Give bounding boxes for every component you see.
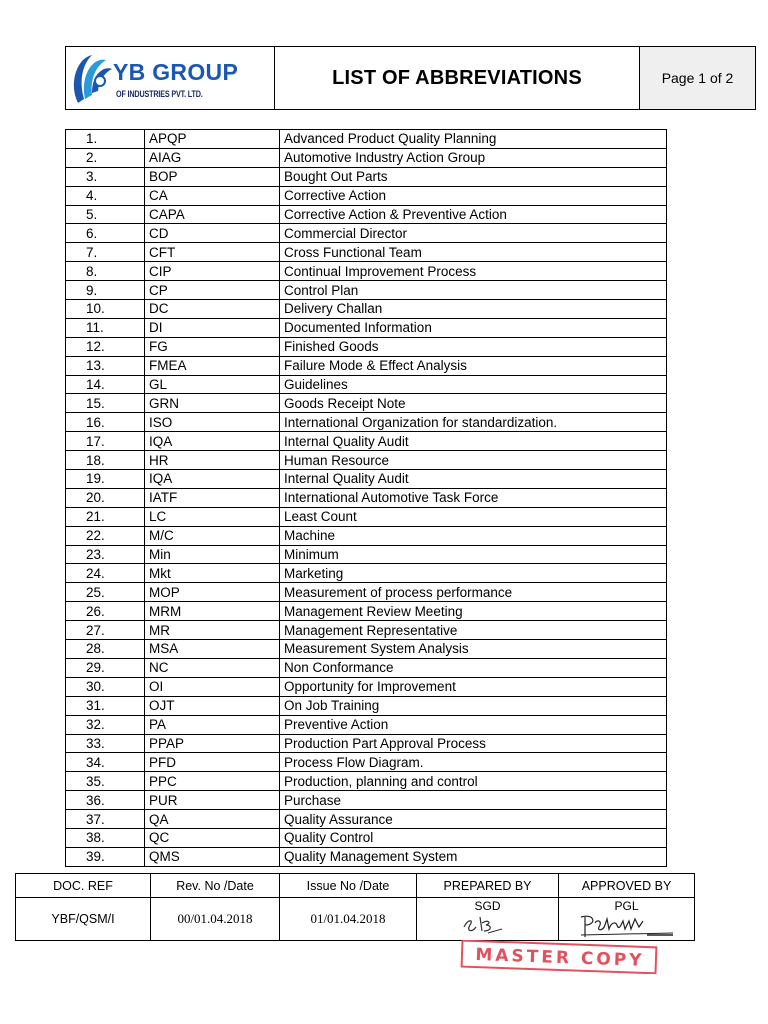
title-cell: [275, 47, 640, 109]
abbreviation-description: Quality Management System: [280, 847, 667, 866]
table-row: [66, 564, 667, 583]
master-copy-stamp: [460, 940, 660, 974]
abbreviation-code: CIP: [145, 262, 280, 281]
row-number: 26.: [66, 602, 145, 621]
abbreviation-description: Bought Out Parts: [280, 167, 667, 186]
abbreviation-description: Human Resource: [280, 451, 667, 470]
abbreviation-code: FMEA: [145, 356, 280, 375]
abbreviation-description: Finished Goods: [280, 337, 667, 356]
row-number: 37.: [66, 810, 145, 829]
row-number: 8.: [66, 262, 145, 281]
rev-no-value: 00/01.04.2018: [151, 898, 280, 941]
row-number: 23.: [66, 545, 145, 564]
abbreviation-description: Delivery Challan: [280, 300, 667, 319]
row-number: 27.: [66, 621, 145, 640]
row-number: 15.: [66, 394, 145, 413]
abbreviation-description: Failure Mode & Effect Analysis: [280, 356, 667, 375]
table-row: [66, 677, 667, 696]
abbreviation-description: Machine: [280, 526, 667, 545]
page-number-cell: [640, 47, 755, 109]
abbreviation-code: Mkt: [145, 564, 280, 583]
stamp-text: MASTER COPY: [475, 945, 645, 971]
table-row: [66, 488, 667, 507]
row-number: 11.: [66, 318, 145, 337]
prepared-by-cell: [417, 898, 559, 941]
abbreviation-description: Control Plan: [280, 281, 667, 300]
abbreviation-description: Commercial Director: [280, 224, 667, 243]
footer-header-row: [16, 874, 695, 898]
abbreviation-code: IQA: [145, 470, 280, 489]
abbreviation-description: Process Flow Diagram.: [280, 753, 667, 772]
row-number: 39.: [66, 847, 145, 866]
logo-cell: [66, 47, 275, 109]
table-row: [66, 583, 667, 602]
table-row: [66, 753, 667, 772]
row-number: 28.: [66, 640, 145, 659]
table-row: [66, 715, 667, 734]
abbreviation-code: PPC: [145, 772, 280, 791]
table-row: [66, 318, 667, 337]
rev-no-header: Rev. No /Date: [151, 874, 280, 898]
row-number: 32.: [66, 715, 145, 734]
table-row: [66, 186, 667, 205]
logo-subtitle: OF INDUSTRIES PVT. LTD.: [116, 89, 203, 99]
table-row: [66, 375, 667, 394]
table-row: [66, 526, 667, 545]
abbreviation-code: CAPA: [145, 205, 280, 224]
abbreviation-code: MSA: [145, 640, 280, 659]
abbreviation-description: Production Part Approval Process: [280, 734, 667, 753]
abbreviation-description: Documented Information: [280, 318, 667, 337]
row-number: 29.: [66, 658, 145, 677]
abbreviation-code: QMS: [145, 847, 280, 866]
row-number: 33.: [66, 734, 145, 753]
table-row: [66, 640, 667, 659]
abbreviation-description: Least Count: [280, 507, 667, 526]
document-header: [65, 46, 756, 110]
row-number: 18.: [66, 451, 145, 470]
approved-by-signature-icon: [577, 911, 677, 939]
table-row: [66, 356, 667, 375]
abbreviation-code: CFT: [145, 243, 280, 262]
abbreviation-code: MRM: [145, 602, 280, 621]
row-number: 25.: [66, 583, 145, 602]
abbreviation-code: PPAP: [145, 734, 280, 753]
abbreviation-description: Non Conformance: [280, 658, 667, 677]
row-number: 3.: [66, 167, 145, 186]
prepared-by-header: PREPARED BY: [417, 874, 559, 898]
abbreviation-description: Cross Functional Team: [280, 243, 667, 262]
abbreviation-description: Continual Improvement Process: [280, 262, 667, 281]
footer-value-row: [16, 898, 695, 941]
table-row: [66, 772, 667, 791]
table-row: [66, 734, 667, 753]
abbreviation-code: MOP: [145, 583, 280, 602]
table-row: [66, 828, 667, 847]
row-number: 24.: [66, 564, 145, 583]
table-row: [66, 300, 667, 319]
table-row: [66, 847, 667, 866]
table-row: [66, 470, 667, 489]
abbreviation-code: GRN: [145, 394, 280, 413]
abbreviation-description: On Job Training: [280, 696, 667, 715]
abbreviation-description: Automotive Industry Action Group: [280, 148, 667, 167]
row-number: 17.: [66, 432, 145, 451]
doc-ref-value: YBF/QSM/I: [16, 898, 151, 941]
abbreviation-code: OJT: [145, 696, 280, 715]
row-number: 7.: [66, 243, 145, 262]
abbreviations-table: [65, 129, 667, 867]
abbreviation-description: Corrective Action & Preventive Action: [280, 205, 667, 224]
document-control-table: [15, 873, 695, 941]
doc-ref-header: DOC. REF: [16, 874, 151, 898]
table-row: [66, 281, 667, 300]
abbreviation-code: PFD: [145, 753, 280, 772]
logo-name: YB GROUP: [113, 59, 239, 85]
abbreviation-description: International Organization for standardization.: [280, 413, 667, 432]
row-number: 9.: [66, 281, 145, 300]
table-row: [66, 621, 667, 640]
row-number: 36.: [66, 791, 145, 810]
abbreviation-code: MR: [145, 621, 280, 640]
row-number: 4.: [66, 186, 145, 205]
abbreviation-code: DC: [145, 300, 280, 319]
table-row: [66, 148, 667, 167]
row-number: 6.: [66, 224, 145, 243]
abbreviation-code: CA: [145, 186, 280, 205]
table-row: [66, 224, 667, 243]
row-number: 13.: [66, 356, 145, 375]
row-number: 30.: [66, 677, 145, 696]
abbreviation-code: AIAG: [145, 148, 280, 167]
row-number: 2.: [66, 148, 145, 167]
issue-no-header: Issue No /Date: [280, 874, 417, 898]
abbreviation-code: QA: [145, 810, 280, 829]
abbreviation-description: Measurement of process performance: [280, 583, 667, 602]
table-row: [66, 167, 667, 186]
row-number: 14.: [66, 375, 145, 394]
row-number: 34.: [66, 753, 145, 772]
company-logo-icon: [70, 51, 112, 107]
abbreviation-description: Preventive Action: [280, 715, 667, 734]
abbreviation-description: Marketing: [280, 564, 667, 583]
abbreviation-code: LC: [145, 507, 280, 526]
row-number: 12.: [66, 337, 145, 356]
abbreviation-description: Guidelines: [280, 375, 667, 394]
issue-no-value: 01/01.04.2018: [280, 898, 417, 941]
document-title: LIST OF ABBREVIATIONS: [332, 66, 582, 89]
abbreviation-description: Internal Quality Audit: [280, 432, 667, 451]
table-row: [66, 394, 667, 413]
approved-by-name: PGL: [614, 899, 639, 913]
row-number: 31.: [66, 696, 145, 715]
page-number: Page 1 of 2: [661, 70, 734, 86]
row-number: 21.: [66, 507, 145, 526]
abbreviation-code: CD: [145, 224, 280, 243]
abbreviation-code: QC: [145, 828, 280, 847]
row-number: 5.: [66, 205, 145, 224]
table-row: [66, 432, 667, 451]
abbreviation-code: OI: [145, 677, 280, 696]
abbreviation-code: APQP: [145, 130, 280, 149]
abbreviation-code: BOP: [145, 167, 280, 186]
table-row: [66, 205, 667, 224]
abbreviation-description: Measurement System Analysis: [280, 640, 667, 659]
abbreviation-code: PA: [145, 715, 280, 734]
abbreviation-description: Production, planning and control: [280, 772, 667, 791]
abbreviation-code: HR: [145, 451, 280, 470]
abbreviation-description: Quality Control: [280, 828, 667, 847]
abbreviation-code: M/C: [145, 526, 280, 545]
table-row: [66, 507, 667, 526]
row-number: 16.: [66, 413, 145, 432]
abbreviation-description: Purchase: [280, 791, 667, 810]
abbreviation-description: Internal Quality Audit: [280, 470, 667, 489]
abbreviation-code: Min: [145, 545, 280, 564]
row-number: 19.: [66, 470, 145, 489]
abbreviation-code: ISO: [145, 413, 280, 432]
row-number: 35.: [66, 772, 145, 791]
abbreviation-description: Opportunity for Improvement: [280, 677, 667, 696]
table-row: [66, 602, 667, 621]
table-row: [66, 243, 667, 262]
abbreviation-code: IATF: [145, 488, 280, 507]
table-row: [66, 451, 667, 470]
table-row: [66, 413, 667, 432]
row-number: 1.: [66, 130, 145, 149]
abbreviation-code: GL: [145, 375, 280, 394]
abbreviation-code: NC: [145, 658, 280, 677]
abbreviation-description: Quality Assurance: [280, 810, 667, 829]
abbreviation-description: Minimum: [280, 545, 667, 564]
table-row: [66, 791, 667, 810]
table-row: [66, 337, 667, 356]
abbreviations-table-body: [66, 130, 667, 867]
table-row: [66, 130, 667, 149]
table-row: [66, 696, 667, 715]
abbreviation-description: Goods Receipt Note: [280, 394, 667, 413]
approved-by-cell: [559, 898, 695, 941]
table-row: [66, 658, 667, 677]
abbreviation-description: Management Representative: [280, 621, 667, 640]
approved-by-header: APPROVED BY: [559, 874, 695, 898]
table-row: [66, 545, 667, 564]
row-number: 38.: [66, 828, 145, 847]
abbreviation-description: Management Review Meeting: [280, 602, 667, 621]
abbreviation-description: Advanced Product Quality Planning: [280, 130, 667, 149]
abbreviation-code: CP: [145, 281, 280, 300]
table-row: [66, 810, 667, 829]
table-row: [66, 262, 667, 281]
prepared-by-name: SGD: [474, 899, 501, 913]
abbreviation-code: DI: [145, 318, 280, 337]
abbreviation-code: IQA: [145, 432, 280, 451]
abbreviation-code: FG: [145, 337, 280, 356]
row-number: 20.: [66, 488, 145, 507]
abbreviation-description: International Automotive Task Force: [280, 488, 667, 507]
prepared-by-signature-icon: [458, 911, 518, 937]
abbreviation-description: Corrective Action: [280, 186, 667, 205]
abbreviation-code: PUR: [145, 791, 280, 810]
row-number: 22.: [66, 526, 145, 545]
row-number: 10.: [66, 300, 145, 319]
